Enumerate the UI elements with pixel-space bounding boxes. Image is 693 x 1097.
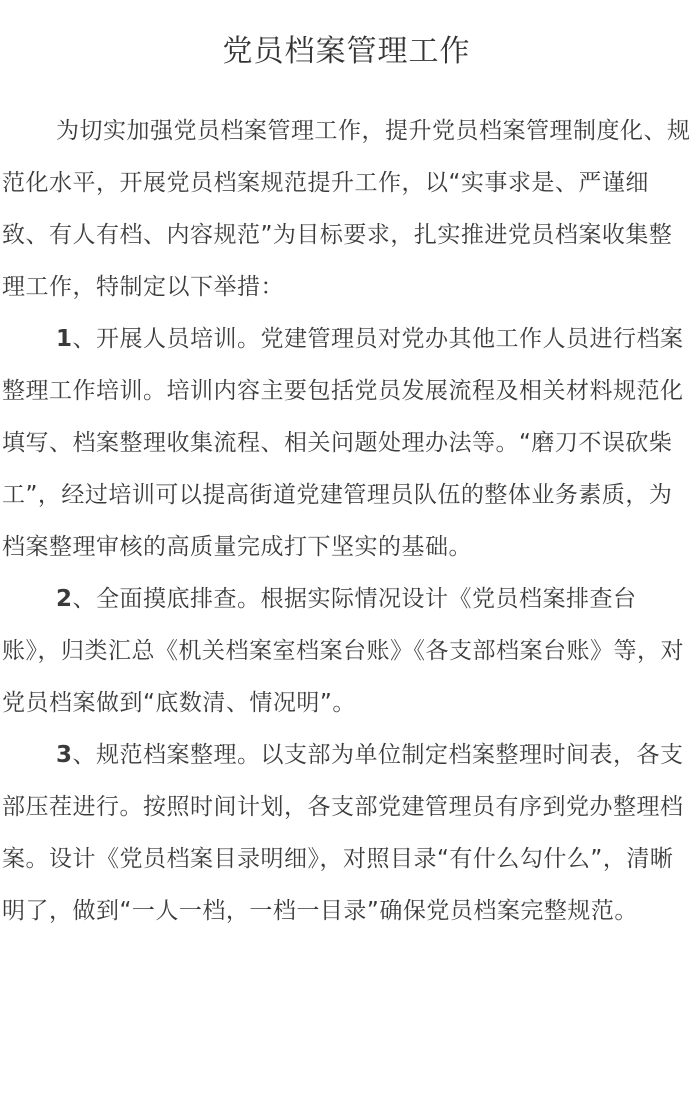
document-title: 党员档案管理工作 bbox=[222, 34, 471, 69]
paragraph-number: 1 bbox=[56, 326, 73, 352]
intro-paragraph bbox=[2, 105, 691, 313]
paragraph-text: 、开展人员培训。党建管理员对党办其他工作人员进行档案整理工作培训。培训内容主要包括党员发展流程及相关材料规范化填写、档案整理收集流程、相关问题处理办法等。“磨刀不误砍柴工”，经过培训可以提高街道党建管理员队伍的整体业务素质，为档案整理审核的高质量完成打下坚实的基础。 bbox=[2, 326, 684, 560]
document-body bbox=[2, 105, 691, 937]
measure-paragraph-1 bbox=[2, 313, 691, 573]
paragraph-number: 3 bbox=[56, 742, 73, 768]
paragraph-text: 、全面摸底排查。根据实际情况设计《党员档案排查台账》，归类汇总《机关档案室档案台账》《各支部档案台账》等，对党员档案做到“底数清、情况明”。 bbox=[2, 586, 684, 716]
paragraph-number: 2 bbox=[56, 586, 73, 612]
paragraph-text: 、规范档案整理。以支部为单位制定档案整理时间表，各支部压茬进行。按照时间计划，各支部党建管理员有序到党办整理档案。设计《党员档案目录明细》，对照目录“有什么勾什么”，清晰明了，做到“一人一档，一档一目录”确保党员档案完整规范。 bbox=[2, 742, 684, 924]
measure-paragraph-2 bbox=[2, 573, 691, 729]
paragraph-text: 为切实加强党员档案管理工作，提升党员档案管理制度化、规范化水平，开展党员档案规范提升工作，以“实事求是、严谨细致、有人有档、内容规范”为目标要求，扎实推进党员档案收集整理工作，特制定以下举措： bbox=[2, 118, 691, 300]
measure-paragraph-3 bbox=[2, 729, 691, 937]
